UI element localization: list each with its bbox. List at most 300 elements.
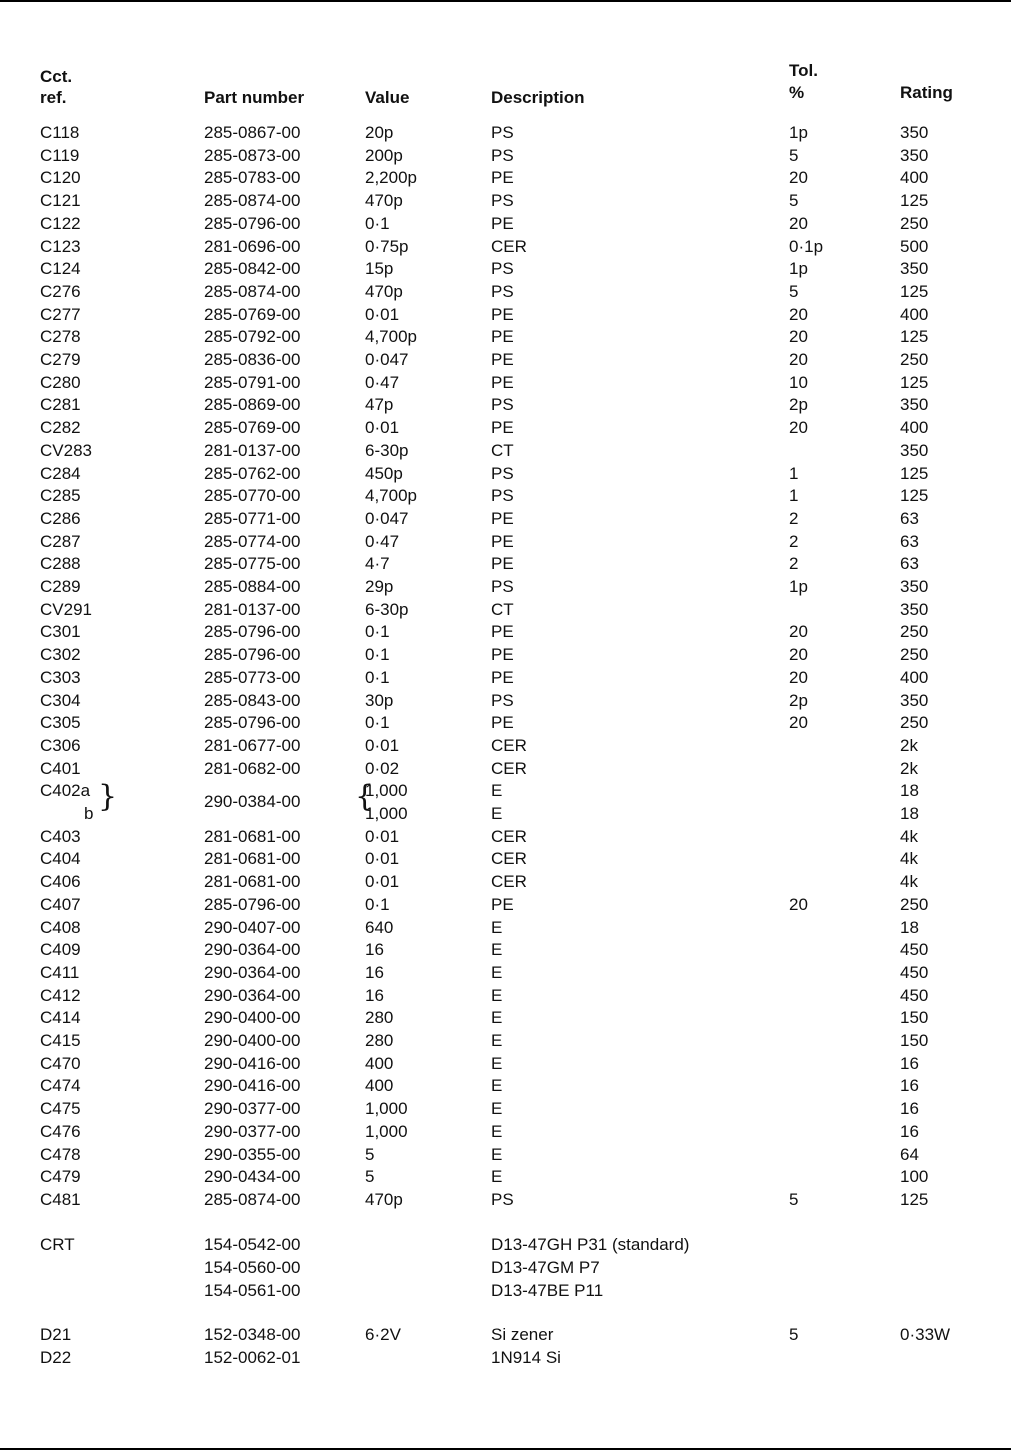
cell-ref: CV283 [40,441,92,460]
cell-value: 0·1 [365,645,390,664]
cell-description: E [491,804,503,823]
table-row [0,213,1011,235]
table-row [0,440,1011,462]
cell-value: 0·047 [365,350,409,369]
cell-description: E [491,1122,503,1141]
cell-ref: D22 [40,1348,72,1367]
cell-rating: 350 [900,395,929,414]
table-row [0,848,1011,870]
cell-part-number: 285-0884-00 [204,577,301,596]
cell-description: E [491,1167,503,1186]
cell-part-number: 290-0355-00 [204,1145,301,1164]
cell-ref: C282 [40,418,81,437]
cell-rating: 150 [900,1008,929,1027]
cell-part-number: 290-0377-00 [204,1099,301,1118]
cell-ref: C281 [40,395,81,414]
cell-part-number: 285-0796-00 [204,214,301,233]
table-row [0,372,1011,394]
cell-description: PE [491,554,514,573]
cell-description: PS [491,691,514,710]
cell-part-number: 281-0677-00 [204,736,301,755]
cell-value: 470p [365,1190,403,1209]
cell-value: 400 [365,1076,394,1095]
cell-value: 4,700p [365,327,417,346]
cell-value: 1,000 [365,781,408,800]
cell-part-number: 281-0682-00 [204,759,301,778]
cell-description: E [491,1076,503,1095]
table-row [0,1189,1011,1211]
cell-description: PS [491,577,514,596]
cell-part-number: 285-0796-00 [204,895,301,914]
header-tol-line2: % [789,83,805,102]
cell-ref: C302 [40,645,81,664]
cell-ref: C306 [40,736,81,755]
header-rating: Rating [900,83,953,102]
cell-tolerance: 10 [789,373,808,392]
cell-part-number: 285-0874-00 [204,191,301,210]
cell-ref: C124 [40,259,81,278]
cell-tolerance: 5 [789,1325,799,1344]
table-row [0,1075,1011,1097]
cell-description: PE [491,622,514,641]
cell-ref: C120 [40,168,81,187]
cell-rating: 350 [900,691,929,710]
cell-description: PS [491,486,514,505]
cell-part-number: 285-0791-00 [204,373,301,392]
cell-tolerance: 20 [789,622,808,641]
cell-description: PS [491,282,514,301]
table-row [0,326,1011,348]
table-row [0,553,1011,575]
cell-value: 640 [365,918,394,937]
cell-description: CER [491,736,527,755]
cell-rating: 250 [900,895,929,914]
cell-description: PS [491,146,514,165]
cell-description: PE [491,214,514,233]
cell-rating: 125 [900,1190,929,1209]
cell-rating: 100 [900,1167,929,1186]
table-row [0,167,1011,189]
cell-part-number: 281-0137-00 [204,600,301,619]
table-row [0,621,1011,643]
cell-description: PS [491,259,514,278]
table-row [0,508,1011,530]
cell-description: PE [491,713,514,732]
cell-ref: C119 [40,146,80,165]
table-row [0,122,1011,144]
cell-part-number: 285-0867-00 [204,123,301,142]
cell-value: 29p [365,577,394,596]
cell-tolerance: 2 [789,532,799,551]
cell-rating: 2k [900,759,918,778]
cell-part-number: 290-0384-00 [204,792,301,811]
cell-value: 5 [365,1167,375,1186]
cell-description: E [491,1031,503,1050]
cell-part-number: 285-0869-00 [204,395,301,414]
cell-rating: 450 [900,940,929,959]
cell-ref: C407 [40,895,81,914]
bottom-rule [0,1448,1011,1450]
cell-ref: C403 [40,827,81,846]
cell-rating: 125 [900,282,929,301]
cell-value: 280 [365,1031,394,1050]
cell-value: 1,000 [365,1099,408,1118]
cell-description: PE [491,168,514,187]
cell-ref: C478 [40,1145,81,1164]
cell-rating: 4k [900,849,918,868]
cell-rating: 16 [900,1099,919,1118]
cell-part-number: 152-0062-01 [204,1348,301,1367]
cell-rating: 500 [900,237,929,256]
cell-tolerance: 5 [789,1190,799,1209]
cell-rating: 18 [900,804,919,823]
table-row [0,1257,1011,1279]
header-part-number: Part number [204,88,305,107]
cell-tolerance: 20 [789,327,808,346]
cell-description: PS [491,1190,514,1209]
table-row [0,826,1011,848]
cell-ref: C122 [40,214,81,233]
cell-rating: 125 [900,486,929,505]
cell-value: 0·1 [365,214,390,233]
table-row [0,690,1011,712]
cell-part-number: 285-0796-00 [204,622,301,641]
cell-value: 4·7 [365,554,390,573]
cell-ref: C305 [40,713,81,732]
cell-part-number: 285-0770-00 [204,486,301,505]
cell-ref: D21 [40,1325,72,1344]
table-row [0,304,1011,326]
cell-part-number: 285-0843-00 [204,691,301,710]
top-rule [0,0,1011,2]
cell-description: PE [491,509,514,528]
cell-value: 6-30p [365,600,409,619]
cell-rating: 250 [900,713,929,732]
cell-rating: 125 [900,464,929,483]
cell-description: PS [491,123,514,142]
header-value: Value [365,88,410,107]
cell-part-number: 285-0771-00 [204,509,301,528]
table-row [0,599,1011,621]
table-row [0,1234,1011,1256]
cell-value: 0·1 [365,668,390,687]
cell-ref: C278 [40,327,81,346]
table-row [0,576,1011,598]
cell-rating: 350 [900,577,929,596]
cell-tolerance: 1p [789,259,808,278]
cell-part-number: 285-0773-00 [204,668,301,687]
cell-ref: C481 [40,1190,81,1209]
cell-description: E [491,781,503,800]
cell-ref: C479 [40,1167,81,1186]
cell-rating: 125 [900,191,929,210]
cell-value: 6·2V [365,1325,401,1344]
cell-ref: C276 [40,282,81,301]
cell-value: 470p [365,191,403,210]
cell-description: D13-47GH P31 (standard) [491,1235,690,1254]
header-ref-line1: Cct. [40,67,73,86]
cell-rating: 400 [900,305,929,324]
table-row [0,1166,1011,1188]
cell-rating: 350 [900,259,929,278]
cell-part-number: 154-0561-00 [204,1281,301,1300]
cell-rating: 18 [900,781,919,800]
cell-description: CER [491,827,527,846]
cell-part-number: 285-0796-00 [204,713,301,732]
cell-description: PE [491,668,514,687]
cell-value: 4,700p [365,486,417,505]
cell-ref: C415 [40,1031,81,1050]
cell-description: Si zener [491,1325,554,1344]
table-row [0,712,1011,734]
cell-value: 30p [365,691,394,710]
cell-part-number: 154-0542-00 [204,1235,301,1254]
table-row [0,939,1011,961]
cell-part-number: 285-0842-00 [204,259,301,278]
cell-part-number: 281-0137-00 [204,441,301,460]
cell-description: E [491,940,503,959]
table-row [0,349,1011,371]
cell-rating: 4k [900,827,918,846]
table-row [0,463,1011,485]
cell-description: E [491,1145,503,1164]
cell-value: 1,000 [365,1122,408,1141]
cell-ref: C476 [40,1122,81,1141]
cell-value: 0·1 [365,713,390,732]
cell-tolerance: 20 [789,214,808,233]
cell-value: 0·02 [365,759,400,778]
cell-tolerance: 5 [789,282,799,301]
cell-value: 0·1 [365,895,390,914]
cell-tolerance: 20 [789,713,808,732]
cell-tolerance: 20 [789,168,808,187]
cell-value: 280 [365,1008,394,1027]
cell-tolerance: 20 [789,418,808,437]
cell-part-number: 290-0400-00 [204,1008,301,1027]
cell-tolerance: 2p [789,691,808,710]
cell-rating: 350 [900,123,929,142]
cell-value: 0·01 [365,418,400,437]
cell-ref: C411 [40,963,80,982]
cell-description: CT [491,600,514,619]
cell-value: 0·047 [365,509,409,528]
table-row [0,1007,1011,1029]
cell-description: E [491,918,503,937]
cell-description: E [491,1099,503,1118]
cell-tolerance: 2p [789,395,808,414]
cell-ref: C287 [40,532,81,551]
cell-description: 1N914 Si [491,1348,561,1367]
cell-value: 0·01 [365,305,400,324]
cell-part-number: 285-0774-00 [204,532,301,551]
cell-tolerance: 20 [789,350,808,369]
header-description: Description [491,88,585,107]
table-row [0,667,1011,689]
cell-ref: b [84,804,94,823]
cell-value: 470p [365,282,403,301]
cell-value: 0·1 [365,622,390,641]
cell-part-number: 154-0560-00 [204,1258,301,1277]
cell-ref: C286 [40,509,81,528]
table-row [0,1144,1011,1166]
cell-value: 0·47 [365,532,400,551]
cell-value: 0·01 [365,736,400,755]
cell-value: 1,000 [365,804,408,823]
cell-ref: C475 [40,1099,81,1118]
table-row [0,803,1011,825]
cell-description: E [491,1054,503,1073]
cell-description: PE [491,532,514,551]
cell-part-number: 290-0416-00 [204,1054,301,1073]
cell-rating: 0·33W [900,1325,951,1344]
cell-ref: C406 [40,872,81,891]
cell-rating: 63 [900,554,919,573]
cell-value: 0·01 [365,849,400,868]
cell-part-number: 290-0364-00 [204,940,301,959]
cell-ref: CV291 [40,600,92,619]
cell-description: PS [491,395,514,414]
cell-value: 0·01 [365,827,400,846]
table-row [0,145,1011,167]
cell-ref: C414 [40,1008,81,1027]
cell-rating: 450 [900,963,929,982]
cell-ref: C404 [40,849,81,868]
cell-value: 0·01 [365,872,400,891]
cell-ref: C280 [40,373,81,392]
cell-tolerance: 0·1p [789,237,824,256]
table-row [0,962,1011,984]
cell-value: 400 [365,1054,394,1073]
cell-ref: C303 [40,668,81,687]
cell-rating: 16 [900,1122,919,1141]
cell-tolerance: 5 [789,191,799,210]
cell-description: E [491,963,503,982]
cell-tolerance: 1p [789,123,808,142]
table-row [0,917,1011,939]
brace-right: } [98,779,118,814]
table-row [0,871,1011,893]
table-row [0,485,1011,507]
cell-description: D13-47GM P7 [491,1258,600,1277]
cell-value: 200p [365,146,403,165]
cell-tolerance: 20 [789,305,808,324]
table-row [0,531,1011,553]
cell-part-number: 281-0681-00 [204,849,301,868]
cell-description: E [491,1008,503,1027]
cell-value: 450p [365,464,403,483]
cell-part-number: 285-0836-00 [204,350,301,369]
cell-rating: 18 [900,918,919,937]
table-row [0,644,1011,666]
cell-description: CER [491,759,527,778]
cell-description: PS [491,464,514,483]
cell-tolerance: 20 [789,895,808,914]
cell-part-number: 285-0796-00 [204,645,301,664]
cell-value: 20p [365,123,394,142]
cell-ref: C301 [40,622,81,641]
cell-part-number: 290-0434-00 [204,1167,301,1186]
cell-description: PE [491,418,514,437]
cell-description: PE [491,327,514,346]
cell-rating: 250 [900,645,929,664]
cell-rating: 125 [900,327,929,346]
cell-ref: C304 [40,691,81,710]
cell-description: CER [491,872,527,891]
cell-part-number: 285-0792-00 [204,327,301,346]
cell-rating: 400 [900,168,929,187]
cell-value: 15p [365,259,394,278]
cell-tolerance: 1 [789,464,799,483]
table-row [0,1280,1011,1302]
cell-rating: 400 [900,668,929,687]
cell-ref: C401 [40,759,81,778]
cell-tolerance: 1 [789,486,799,505]
cell-tolerance: 1p [789,577,808,596]
cell-tolerance: 2 [789,554,799,573]
cell-rating: 350 [900,146,929,165]
table-row [0,1053,1011,1075]
table-row [0,985,1011,1007]
table-row [0,1324,1011,1346]
cell-value: 5 [365,1145,375,1164]
cell-part-number: 285-0783-00 [204,168,301,187]
table-row [0,281,1011,303]
cell-rating: 450 [900,986,929,1005]
cell-value: 47p [365,395,394,414]
cell-part-number: 281-0696-00 [204,237,301,256]
cell-description: PS [491,191,514,210]
cell-description: PE [491,373,514,392]
table-row [0,190,1011,212]
cell-ref: C121 [40,191,81,210]
cell-rating: 63 [900,532,919,551]
cell-rating: 64 [900,1145,919,1164]
table-row [0,894,1011,916]
header-ref-line2: ref. [40,88,67,107]
cell-rating: 400 [900,418,929,437]
table-row [0,236,1011,258]
cell-ref: C474 [40,1076,81,1095]
cell-value: 16 [365,986,384,1005]
cell-ref: C284 [40,464,81,483]
cell-ref: C123 [40,237,81,256]
cell-ref: C279 [40,350,81,369]
table-row [0,1098,1011,1120]
cell-ref: C408 [40,918,81,937]
cell-part-number: 290-0377-00 [204,1122,301,1141]
cell-ref: C412 [40,986,81,1005]
cell-rating: 16 [900,1054,919,1073]
cell-part-number: 152-0348-00 [204,1325,301,1344]
table-row [0,417,1011,439]
cell-value: 0·75p [365,237,409,256]
cell-ref: C402a [40,781,91,800]
cell-rating: 125 [900,373,929,392]
cell-rating: 2k [900,736,918,755]
cell-rating: 150 [900,1031,929,1050]
cell-part-number: 290-0400-00 [204,1031,301,1050]
cell-part-number: 285-0769-00 [204,418,301,437]
cell-value: 16 [365,940,384,959]
cell-description: PE [491,895,514,914]
cell-tolerance: 5 [789,146,799,165]
cell-rating: 63 [900,509,919,528]
cell-part-number: 285-0873-00 [204,146,301,165]
cell-rating: 4k [900,872,918,891]
cell-rating: 350 [900,600,929,619]
cell-part-number: 290-0407-00 [204,918,301,937]
table-row [0,1347,1011,1369]
